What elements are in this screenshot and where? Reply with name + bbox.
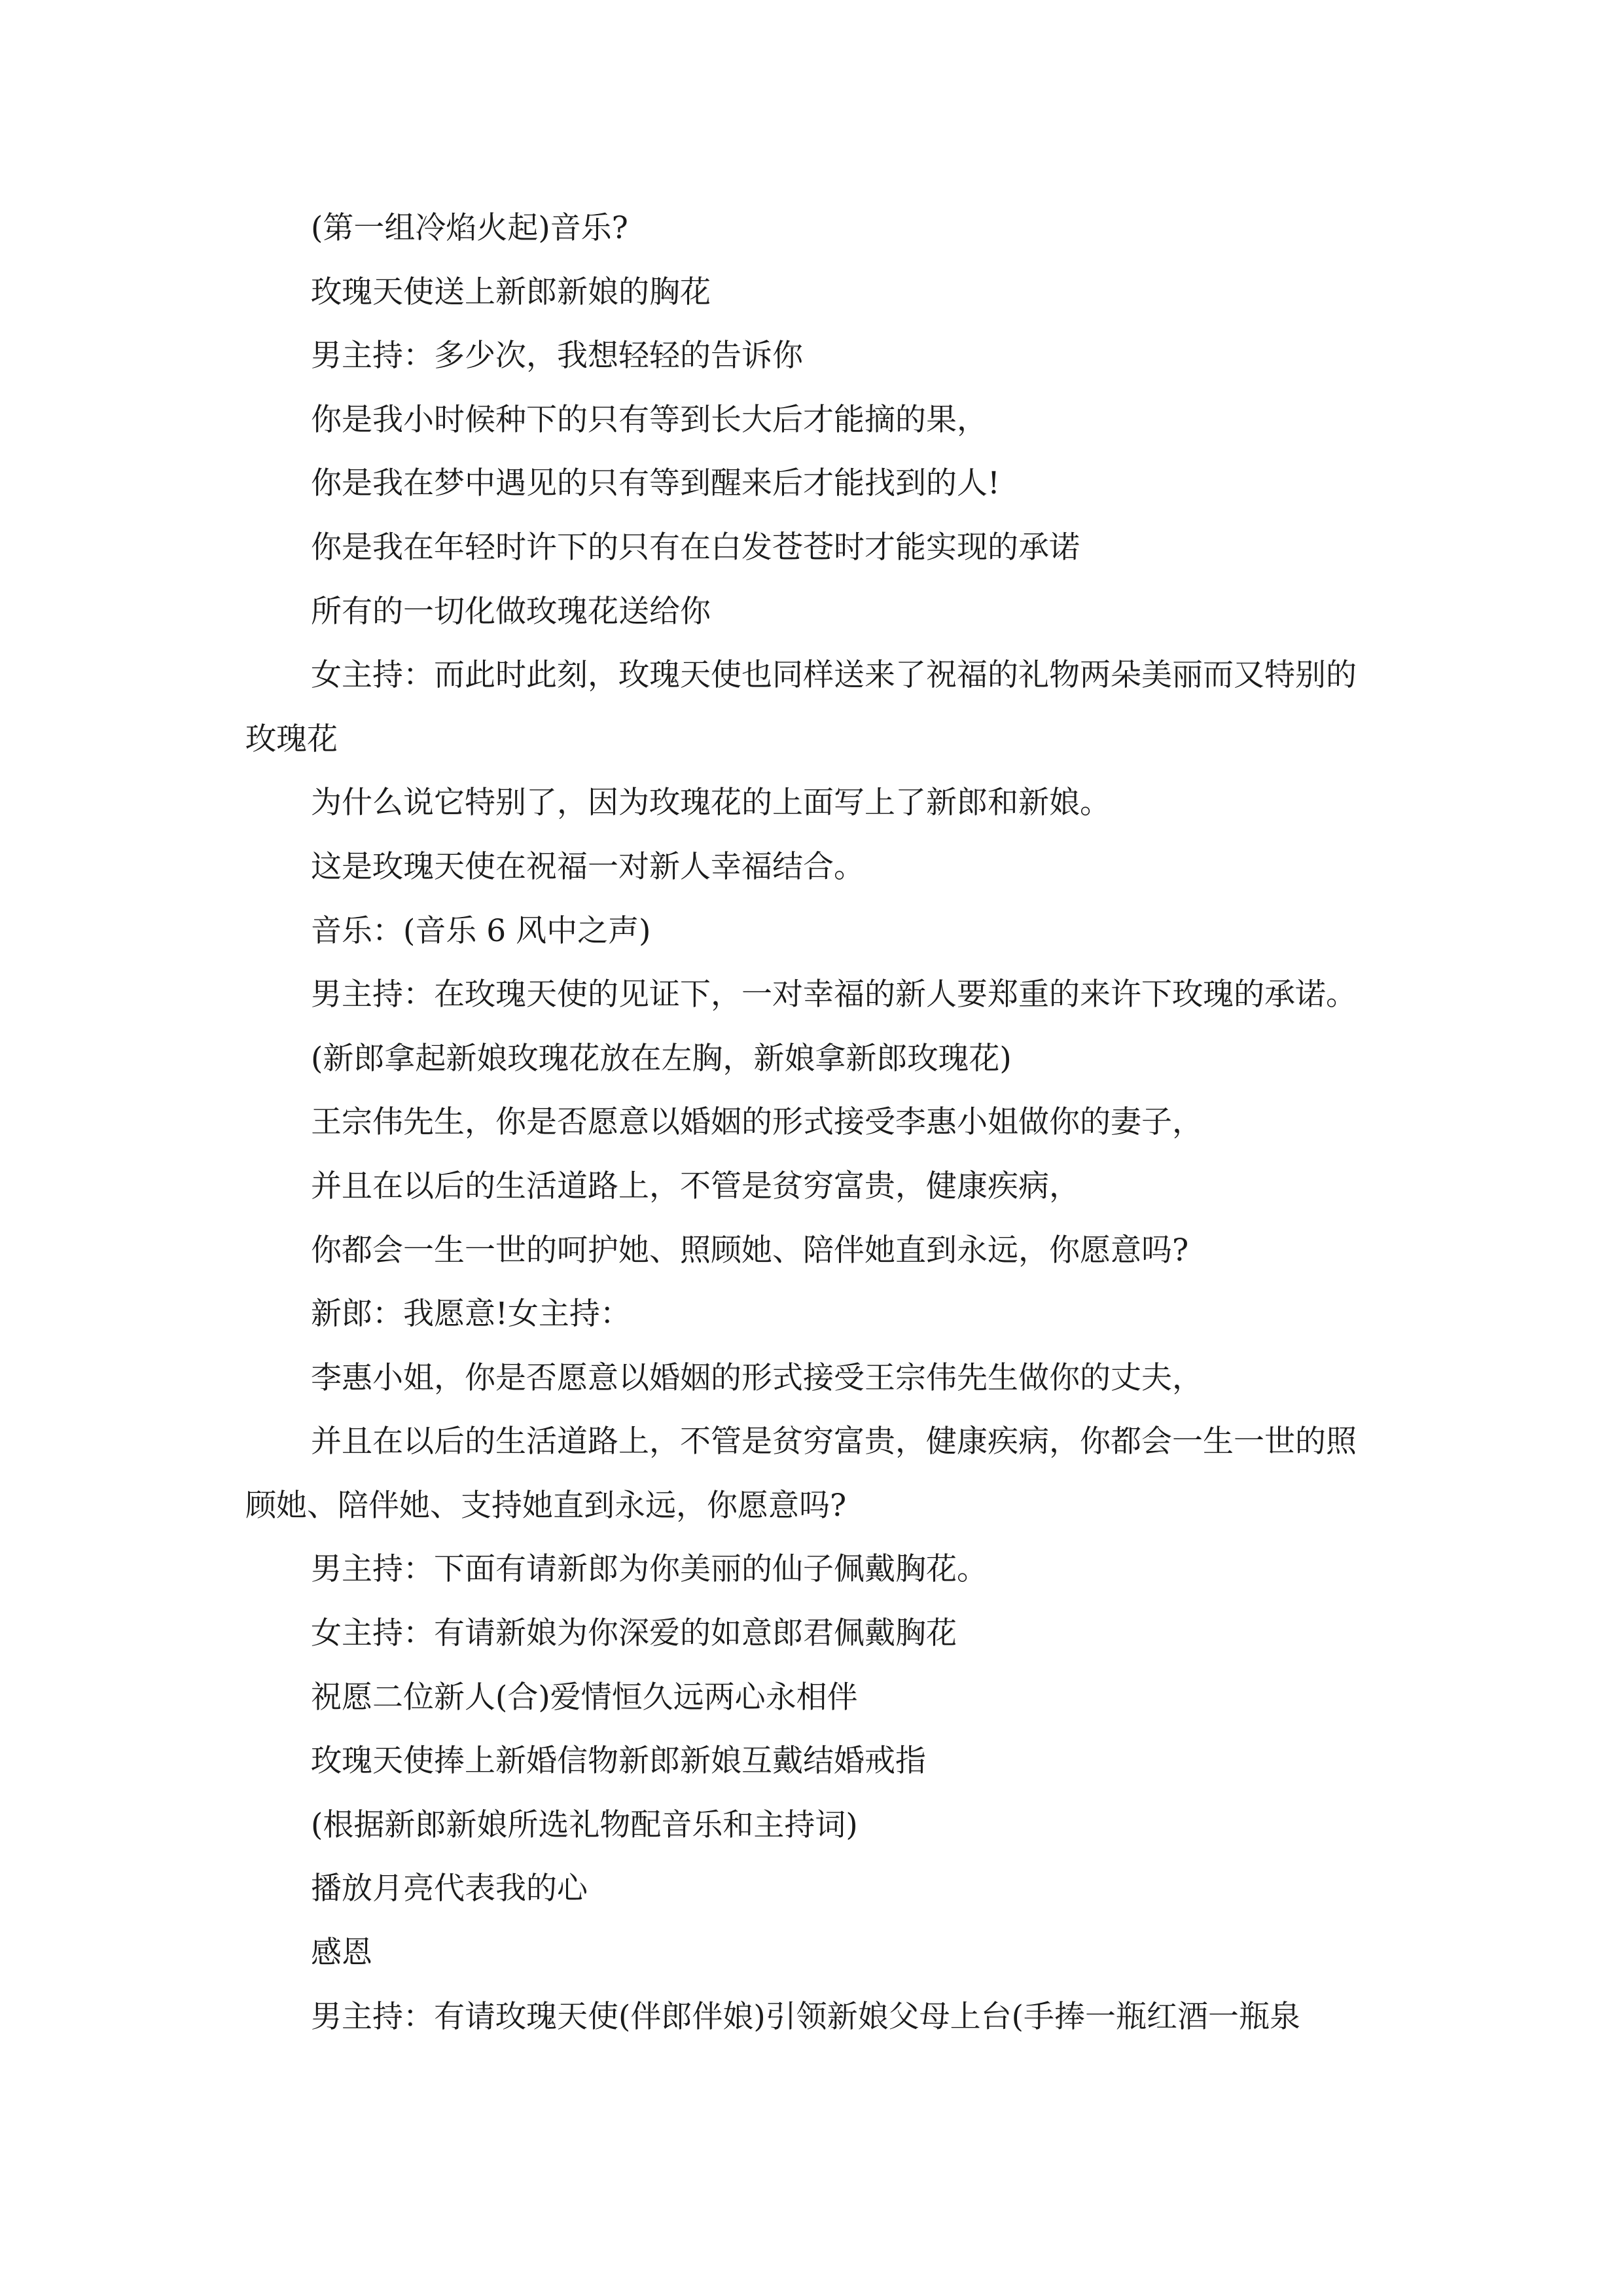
paragraph: (第一组冷焰火起)音乐? xyxy=(311,210,628,246)
paragraph: 为什么说它特别了，因为玫瑰花的上面写上了新郎和新娘。 xyxy=(311,785,1111,821)
paragraph: 王宗伟先生，你是否愿意以婚姻的形式接受李惠小姐做你的妻子， xyxy=(311,1104,1203,1141)
paragraph: 你是我小时候种下的只有等到长大后才能摘的果， xyxy=(311,401,988,438)
paragraph: 玫瑰天使送上新郎新娘的胸花 xyxy=(311,274,711,310)
paragraph: 感恩 xyxy=(311,1935,372,1971)
paragraph: (新郎拿起新娘玫瑰花放在左胸，新娘拿新郎玫瑰花) xyxy=(311,1040,1012,1077)
paragraph: 男主持：下面有请新郎为你美丽的仙子佩戴胸花。 xyxy=(311,1551,988,1588)
paragraph: 你是我在年轻时许下的只有在白发苍苍时才能实现的承诺 xyxy=(311,529,1080,565)
paragraph: 并且在以后的生活道路上，不管是贫穷富贵，健康疾病，你都会一生一世的照顾她、陪伴她、支持她直到永远，你愿意吗? xyxy=(245,1424,1357,1524)
paragraph: 玫瑰天使捧上新婚信物新郎新娘互戴结婚戒指 xyxy=(311,1743,926,1780)
paragraph: 你是我在梦中遇见的只有等到醒来后才能找到的人! xyxy=(311,465,1000,502)
paragraph: 男主持：有请玫瑰天使(伴郎伴娘)引领新娘父母上台(手捧一瓶红酒一瓶泉 xyxy=(311,1998,1301,2035)
paragraph: 你都会一生一世的呵护她、照顾她、陪伴她直到永远，你愿意吗? xyxy=(311,1232,1189,1268)
paragraph: 这是玫瑰天使在祝福一对新人幸福结合。 xyxy=(311,848,865,885)
paragraph: 祝愿二位新人(合)爱情恒久远两心永相伴 xyxy=(311,1679,858,1715)
document-body xyxy=(245,196,1381,2049)
paragraph: 所有的一切化做玫瑰花送给你 xyxy=(311,593,711,630)
paragraph: 男主持：多少次，我想轻轻的告诉你 xyxy=(311,338,803,374)
paragraph: 女主持：而此时此刻，玫瑰天使也同样送来了祝福的礼物两朵美丽而又特别的玫瑰花 xyxy=(245,657,1357,757)
paragraph: 新郎：我愿意!女主持： xyxy=(311,1296,631,1333)
paragraph: 男主持：在玫瑰天使的见证下，一对幸福的新人要郑重的来许下玫瑰的承诺。 xyxy=(311,977,1357,1013)
paragraph: 音乐：(音乐 6 风中之声) xyxy=(311,912,651,949)
paragraph: 女主持：有请新娘为你深爱的如意郎君佩戴胸花 xyxy=(311,1615,957,1652)
paragraph: 播放月亮代表我的心 xyxy=(311,1871,588,1907)
paragraph: (根据新郎新娘所选礼物配音乐和主持词) xyxy=(311,1806,858,1843)
paragraph: 李惠小姐，你是否愿意以婚姻的形式接受王宗伟先生做你的丈夫， xyxy=(311,1359,1203,1396)
paragraph: 并且在以后的生活道路上，不管是贫穷富贵，健康疾病， xyxy=(311,1168,1080,1204)
